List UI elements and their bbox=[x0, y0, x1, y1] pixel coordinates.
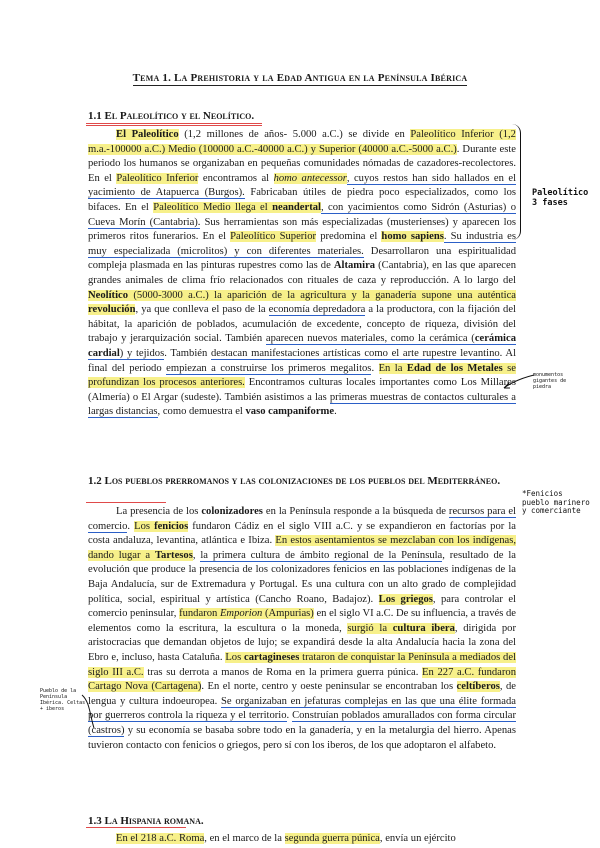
section-heading-2: 1.2 Los pueblos prerromanos y las colonizaciones de los pueblos del Mediterráneo. bbox=[88, 475, 501, 487]
page-title: Tema 1. La Prehistoria y la Edad Antigua en la Península Ibérica bbox=[132, 72, 468, 84]
margin-note-celtiberos: Pueblo de la Península Ibérica. Celtas + iberos bbox=[40, 688, 86, 712]
arrow-icon bbox=[80, 692, 100, 732]
section-heading-3: 1.3 La Hispania romana. bbox=[88, 815, 204, 827]
red-underline bbox=[86, 123, 262, 124]
red-underline bbox=[86, 827, 186, 828]
brace-mark bbox=[512, 124, 521, 240]
arrow-icon bbox=[500, 372, 536, 392]
margin-note-fenicios: *Fenicios pueblo marinero y comerciante bbox=[522, 489, 590, 515]
paragraph-paleolitico: El Paleolítico (1,2 millones de años- 5.000 a.C.) se divide en Paleolítico Inferior (1,2 m.a.-100000 a.C.) Medio (100000 a.C.-40000 a.C.) y Superior (40000 a.C.-5000 a.C.). Durante este periodo los humanos se organizaban en pequeñas comunidades nómadas de cazadores-recolectores. En el Paleolítico Inferior encontramos al homo antecessor, cuyos restos han sido hallados en el yacimiento de Atapuerca (Burgos). Fabricaban útiles de piedra poco especializados, como los bifaces. En el Paleolítico Medio llega el neandertal, con yacimientos como Sidrón (Asturias) o Cueva Morín (Cantabria). Sus herramientas son más especializadas (musterienses) y aparecen los primeros ritos funerarios. En el Paleolítico Superior predomina el homo sapiens. Su industria es muy especializada (microlitos) y con diferentes materiales. Desarrollaron una espiritualidad compleja plasmada en las pinturas rupestres como las de Altamira (Cantabria), en las que aparecen grandes animales de clima frío relacionados con rituales de caza y reproducción. A lo largo del Neolítico (5000-3000 a.C.) la aparición de la agricultura y la ganadería supone una auténtica revolución, ya que conlleva el paso de la economía depredadora a la productora, con la fijación del hábitat, la aparición de poblados, acumulación de excedente, concepto de riqueza, división del trabajo y jerarquización social. También aparecen nuevos materiales, como la cerámica (cerámica cardial) y tejidos. También destacan manifestaciones artísticas como el arte rupestre levantino. Al final del periodo empiezan a construirse los primeros megalitos. En la Edad de los Metales se profundizan los procesos anteriores. Encontramos culturas locales importantes como Los Millares (Almería) o El Argar (sudeste). También asistimos a las primeras muestras de contactos culturales a largas distancias, como demuestra el vaso campaniforme. bbox=[88, 129, 517, 418]
margin-note-megalitos: monumentos gigantes de piedra bbox=[533, 372, 567, 390]
red-underline bbox=[86, 125, 262, 126]
red-underline bbox=[86, 502, 166, 503]
paragraph-pueblos: La presencia de los colonizadores en la Península responde a la búsqueda de recursos para el comercio. Los fenicios fundaron Cádiz en el siglo VIII a.C. y se expandieron en factorías por la costa andaluza, levantina, atlántica e Ibiza. En estos asentamientos se mezclaban con los indígenas, dando lugar a Tartesos, la primera cultura de ámbito regional de la Península, resultado de la evolución que produce la presencia de los colonizadores fenicios en las poblaciones indígenas de la Baja Andalucía, sur de Extremadura y Portugal. Es una cultura con un alto grado de complejidad política, social, espiritual y artística (Cancho Roano, Badajoz). Los griegos, para controlar el comercio peninsular, fundaron Emporion (Ampurias) en el siglo VI a.C. De su influencia, a través de elementos como la escritura, la escultura o la moneda, surgió la cultura ibera, dirigida por aristocracias que demandan objetos de lujo; se expandirá desde la alta Andalucía hacia la zona del Ebro e, incluso, hasta Cataluña. Los cartagineses trataron de conquistar la Península a mediados del siglo III a.C. tras su derrota a manos de Roma en la primera guerra púnica. En 227 a.C. fundaron Cartago Nova (Cartagena). En el norte, centro y oeste peninsular se encontraban los celtíberos, de lengua y cultura indoeuropea. Se organizaban en jefaturas complejas en las que una élite formada por guerreros controla la riqueza y el territorio. Construían poblados amurallados con forma circular (castros) y su economía se basaba sobre todo en la ganadería, y en la metalurgia del hierro. Apenas tuvieron contacto con fenicios o griegos, pero sí con los iberos, de los que adoptaron el alfabeto. bbox=[88, 506, 517, 751]
section-heading-1: 1.1 El Paleolítico y el Neolítico. bbox=[88, 110, 255, 122]
margin-note-paleolitico: Paleolítico 3 fases bbox=[532, 188, 589, 208]
paragraph-hispania: En el 218 a.C. Roma, en el marco de la segunda guerra púnica, envía un ejército bbox=[116, 833, 456, 844]
